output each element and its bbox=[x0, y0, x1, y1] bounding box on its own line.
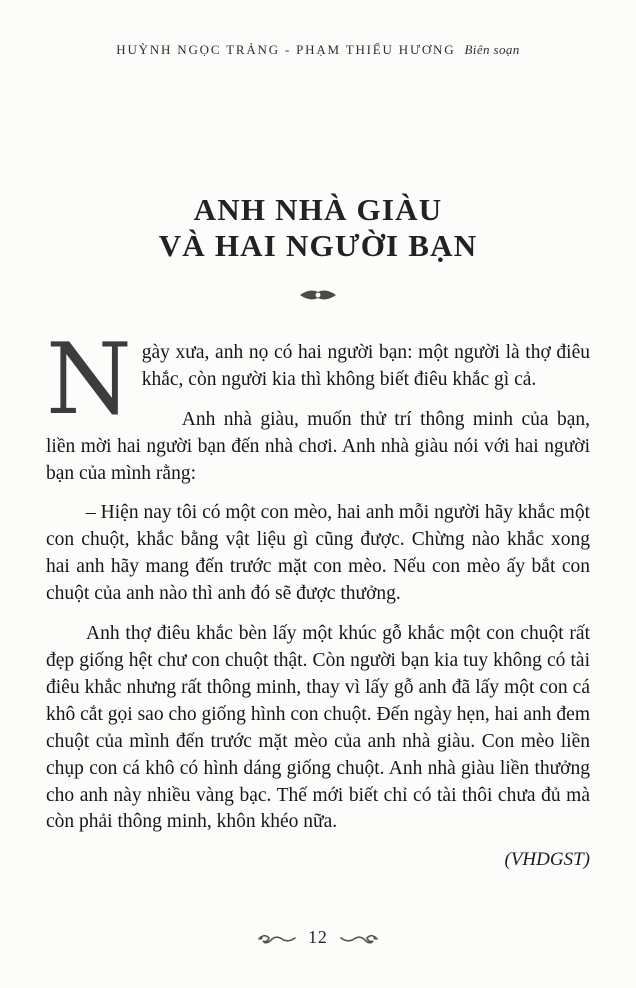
story-title-line1: ANH NHÀ GIÀU bbox=[193, 192, 443, 227]
paragraph-1-text: gày xưa, anh nọ có hai người bạn: một người là thợ điêu khắc, còn người kia thì không biết điêu khắc gì cả. bbox=[141, 341, 590, 390]
page-footer bbox=[0, 927, 636, 948]
running-header bbox=[46, 0, 590, 58]
fleuron-icon bbox=[46, 288, 590, 302]
story-title bbox=[46, 192, 590, 264]
story-title-line2: VÀ HAI NGƯỜI BẠN bbox=[158, 227, 478, 263]
vine-flourish-icon bbox=[340, 930, 378, 946]
story-body bbox=[46, 322, 590, 871]
header-authors: HUỲNH NGỌC TRẢNG - PHẠM THIẾU HƯƠNG bbox=[116, 42, 456, 57]
paragraph-2: Anh nhà giàu, muốn thử trí thông minh của bạn, liền mời hai người bạn đến nhà chơi. Anh nhà giàu nói với hai người bạn của mình rằng: bbox=[46, 408, 590, 484]
source-attribution: (VHDGST) bbox=[504, 849, 590, 871]
page-number: 12 bbox=[308, 927, 328, 947]
paragraph-4: Anh thợ điêu khắc bèn lấy một khúc gỗ khắc một con chuột rất đẹp giống hệt chư con chuột thật. Còn người bạn kia tuy không có tài điêu khắc nhưng rất thông minh, thay vì lấy gỗ anh đã lấy một con cá khô cắt gọi sao cho giống hình con chuột. Đến ngày hẹn, hai anh đem chuột của mình đến trước mặt mèo của anh nhà giàu. Con mèo liền chụp con cá khô có hình dáng giống chuột. Anh nhà giàu liền thưởng cho anh này nhiều vàng bạc. Thế mới biết chỉ có tài thôi chưa đủ mà còn phải thông minh, khôn khéo nữa. bbox=[46, 623, 590, 833]
vine-flourish-icon bbox=[258, 930, 296, 946]
paragraph-1 bbox=[46, 322, 590, 437]
header-role: Biên soạn bbox=[464, 42, 520, 57]
dropcap-letter: N bbox=[46, 322, 132, 437]
paragraph-3: – Hiện nay tôi có một con mèo, hai anh mỗi người hãy khắc một con chuột, khắc bằng vật liệu gì cũng được. Chừng nào khắc xong hai anh hãy mang đến trước mặt con mèo. Nếu con mèo ấy bắt con chuột của anh nào thì anh đó sẽ được thưởng. bbox=[46, 502, 590, 605]
